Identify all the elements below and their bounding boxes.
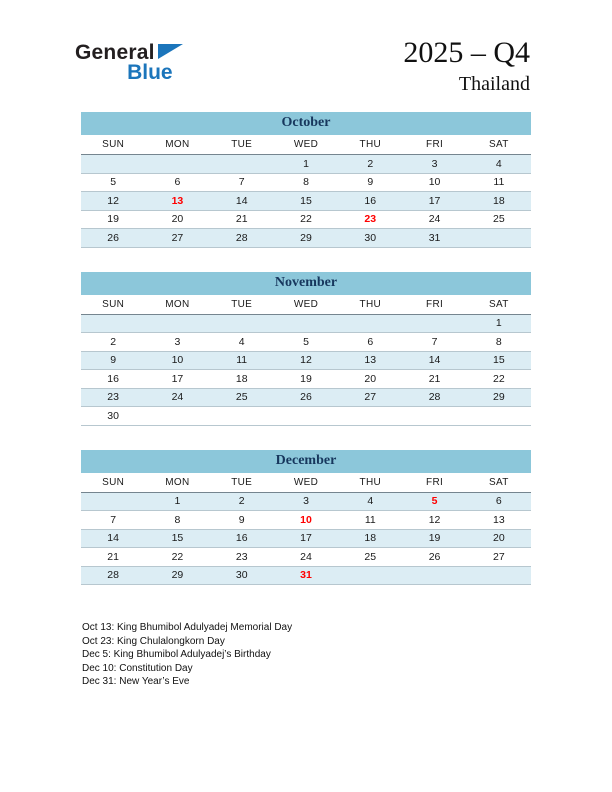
day-cell: 23 xyxy=(81,388,145,407)
day-cell: 2 xyxy=(81,333,145,352)
weekday-header-row xyxy=(81,135,531,155)
month-december xyxy=(81,450,531,586)
day-cell: 30 xyxy=(338,229,402,248)
weekday-header: TUE xyxy=(210,135,274,155)
empty-cell xyxy=(274,407,338,426)
month-october xyxy=(81,112,531,248)
day-cell: 15 xyxy=(145,529,209,548)
weekday-header: WED xyxy=(274,295,338,315)
day-cell: 11 xyxy=(338,511,402,530)
empty-cell xyxy=(81,492,145,511)
page-header xyxy=(0,36,612,96)
week-row xyxy=(81,370,531,389)
week-row xyxy=(81,333,531,352)
day-cell: 2 xyxy=(338,155,402,174)
day-cell: 1 xyxy=(274,155,338,174)
day-cell: 20 xyxy=(338,370,402,389)
day-cell: 11 xyxy=(467,173,531,192)
day-cell: 31 xyxy=(402,229,466,248)
day-cell: 6 xyxy=(338,333,402,352)
weekday-header: FRI xyxy=(402,295,466,315)
day-cell: 11 xyxy=(210,351,274,370)
holiday-note: Dec 10: Constitution Day xyxy=(82,662,193,674)
day-cell: 19 xyxy=(81,210,145,229)
empty-cell xyxy=(467,229,531,248)
day-cell: 25 xyxy=(338,548,402,567)
day-cell: 6 xyxy=(467,492,531,511)
day-cell: 29 xyxy=(467,388,531,407)
page-title: 2025 – Q4 xyxy=(403,36,530,69)
day-cell: 22 xyxy=(467,370,531,389)
week-row xyxy=(81,229,531,248)
weekday-header: SUN xyxy=(81,295,145,315)
weekday-header: TUE xyxy=(210,295,274,315)
weekday-header-row xyxy=(81,473,531,493)
empty-cell xyxy=(210,314,274,333)
week-row xyxy=(81,351,531,370)
week-row xyxy=(81,192,531,211)
day-cell: 25 xyxy=(210,388,274,407)
empty-cell xyxy=(81,155,145,174)
day-cell: 10 xyxy=(274,511,338,530)
holiday-note: Oct 23: King Chulalongkorn Day xyxy=(82,635,225,647)
day-cell: 30 xyxy=(81,407,145,426)
day-cell: 10 xyxy=(402,173,466,192)
day-cell: 30 xyxy=(210,566,274,585)
empty-cell xyxy=(402,407,466,426)
day-cell: 2 xyxy=(210,492,274,511)
weekday-header: SAT xyxy=(467,473,531,493)
day-cell: 9 xyxy=(81,351,145,370)
empty-cell xyxy=(81,314,145,333)
week-row xyxy=(81,173,531,192)
day-cell: 4 xyxy=(210,333,274,352)
week-row xyxy=(81,407,531,426)
empty-cell xyxy=(210,155,274,174)
day-cell: 21 xyxy=(402,370,466,389)
day-cell: 5 xyxy=(274,333,338,352)
day-cell: 31 xyxy=(274,566,338,585)
day-cell: 24 xyxy=(145,388,209,407)
day-cell: 20 xyxy=(145,210,209,229)
day-cell: 18 xyxy=(467,192,531,211)
day-cell: 9 xyxy=(210,511,274,530)
month-grid xyxy=(81,135,531,248)
page-subtitle: Thailand xyxy=(458,73,530,95)
empty-cell xyxy=(338,566,402,585)
day-cell: 9 xyxy=(338,173,402,192)
day-cell: 17 xyxy=(274,529,338,548)
day-cell: 12 xyxy=(274,351,338,370)
day-cell: 16 xyxy=(210,529,274,548)
week-row xyxy=(81,210,531,229)
day-cell: 12 xyxy=(402,511,466,530)
day-cell: 5 xyxy=(402,492,466,511)
weekday-header: MON xyxy=(145,135,209,155)
day-cell: 4 xyxy=(338,492,402,511)
day-cell: 26 xyxy=(81,229,145,248)
day-cell: 27 xyxy=(338,388,402,407)
day-cell: 1 xyxy=(467,314,531,333)
weekday-header: SAT xyxy=(467,135,531,155)
day-cell: 25 xyxy=(467,210,531,229)
day-cell: 8 xyxy=(467,333,531,352)
title-block xyxy=(403,36,530,96)
day-cell: 28 xyxy=(81,566,145,585)
months-container xyxy=(0,112,612,585)
weekday-header: MON xyxy=(145,295,209,315)
weekday-header: WED xyxy=(274,473,338,493)
empty-cell xyxy=(338,314,402,333)
day-cell: 29 xyxy=(274,229,338,248)
weekday-header: FRI xyxy=(402,135,466,155)
day-cell: 13 xyxy=(145,192,209,211)
day-cell: 15 xyxy=(274,192,338,211)
holiday-note: Dec 5: King Bhumibol Adulyadej’s Birthday xyxy=(82,649,271,660)
logo-text-blue: Blue xyxy=(127,61,173,84)
week-row xyxy=(81,529,531,548)
weekday-header: THU xyxy=(338,473,402,493)
day-cell: 29 xyxy=(145,566,209,585)
day-cell: 7 xyxy=(210,173,274,192)
day-cell: 28 xyxy=(210,229,274,248)
holiday-note: Oct 13: King Bhumibol Adulyadej Memorial Day xyxy=(82,622,293,633)
empty-cell xyxy=(402,566,466,585)
day-cell: 3 xyxy=(145,333,209,352)
general-blue-logo xyxy=(75,36,183,83)
weekday-header: SUN xyxy=(81,135,145,155)
month-grid xyxy=(81,295,531,426)
holiday-notes xyxy=(82,621,612,689)
day-cell: 14 xyxy=(210,192,274,211)
week-row xyxy=(81,492,531,511)
empty-cell xyxy=(274,314,338,333)
day-cell: 22 xyxy=(274,210,338,229)
day-cell: 26 xyxy=(274,388,338,407)
week-row xyxy=(81,548,531,567)
empty-cell xyxy=(145,314,209,333)
day-cell: 7 xyxy=(402,333,466,352)
logo-line-2 xyxy=(75,62,183,83)
logo-line-1 xyxy=(75,42,183,63)
day-cell: 19 xyxy=(402,529,466,548)
day-cell: 8 xyxy=(274,173,338,192)
weekday-header: THU xyxy=(338,295,402,315)
day-cell: 22 xyxy=(145,548,209,567)
day-cell: 15 xyxy=(467,351,531,370)
day-cell: 21 xyxy=(210,210,274,229)
empty-cell xyxy=(467,566,531,585)
weekday-header: SUN xyxy=(81,473,145,493)
day-cell: 26 xyxy=(402,548,466,567)
week-row xyxy=(81,566,531,585)
month-title-december: December xyxy=(81,450,531,473)
month-november xyxy=(81,272,531,426)
day-cell: 18 xyxy=(338,529,402,548)
day-cell: 6 xyxy=(145,173,209,192)
day-cell: 17 xyxy=(145,370,209,389)
holiday-note: Dec 31: New Year’s Eve xyxy=(82,676,190,687)
day-cell: 28 xyxy=(402,388,466,407)
empty-cell xyxy=(145,407,209,426)
weekday-header-row xyxy=(81,295,531,315)
empty-cell xyxy=(467,407,531,426)
logo-text-general: General xyxy=(75,41,155,64)
day-cell: 27 xyxy=(467,548,531,567)
day-cell: 24 xyxy=(274,548,338,567)
empty-cell xyxy=(338,407,402,426)
day-cell: 24 xyxy=(402,210,466,229)
day-cell: 7 xyxy=(81,511,145,530)
day-cell: 10 xyxy=(145,351,209,370)
empty-cell xyxy=(210,407,274,426)
day-cell: 17 xyxy=(402,192,466,211)
day-cell: 27 xyxy=(145,229,209,248)
day-cell: 1 xyxy=(145,492,209,511)
day-cell: 14 xyxy=(402,351,466,370)
day-cell: 23 xyxy=(338,210,402,229)
weekday-header: WED xyxy=(274,135,338,155)
month-title-november: November xyxy=(81,272,531,295)
week-row xyxy=(81,314,531,333)
day-cell: 16 xyxy=(81,370,145,389)
logo-triangle-icon xyxy=(158,44,183,59)
weekday-header: TUE xyxy=(210,473,274,493)
day-cell: 23 xyxy=(210,548,274,567)
day-cell: 13 xyxy=(338,351,402,370)
day-cell: 18 xyxy=(210,370,274,389)
week-row xyxy=(81,155,531,174)
month-grid xyxy=(81,473,531,586)
day-cell: 12 xyxy=(81,192,145,211)
day-cell: 3 xyxy=(402,155,466,174)
day-cell: 13 xyxy=(467,511,531,530)
weekday-header: THU xyxy=(338,135,402,155)
day-cell: 3 xyxy=(274,492,338,511)
day-cell: 4 xyxy=(467,155,531,174)
day-cell: 8 xyxy=(145,511,209,530)
empty-cell xyxy=(402,314,466,333)
week-row xyxy=(81,388,531,407)
day-cell: 5 xyxy=(81,173,145,192)
weekday-header: MON xyxy=(145,473,209,493)
day-cell: 20 xyxy=(467,529,531,548)
month-title-october: October xyxy=(81,112,531,135)
empty-cell xyxy=(145,155,209,174)
day-cell: 14 xyxy=(81,529,145,548)
weekday-header: SAT xyxy=(467,295,531,315)
day-cell: 19 xyxy=(274,370,338,389)
day-cell: 21 xyxy=(81,548,145,567)
day-cell: 16 xyxy=(338,192,402,211)
week-row xyxy=(81,511,531,530)
weekday-header: FRI xyxy=(402,473,466,493)
